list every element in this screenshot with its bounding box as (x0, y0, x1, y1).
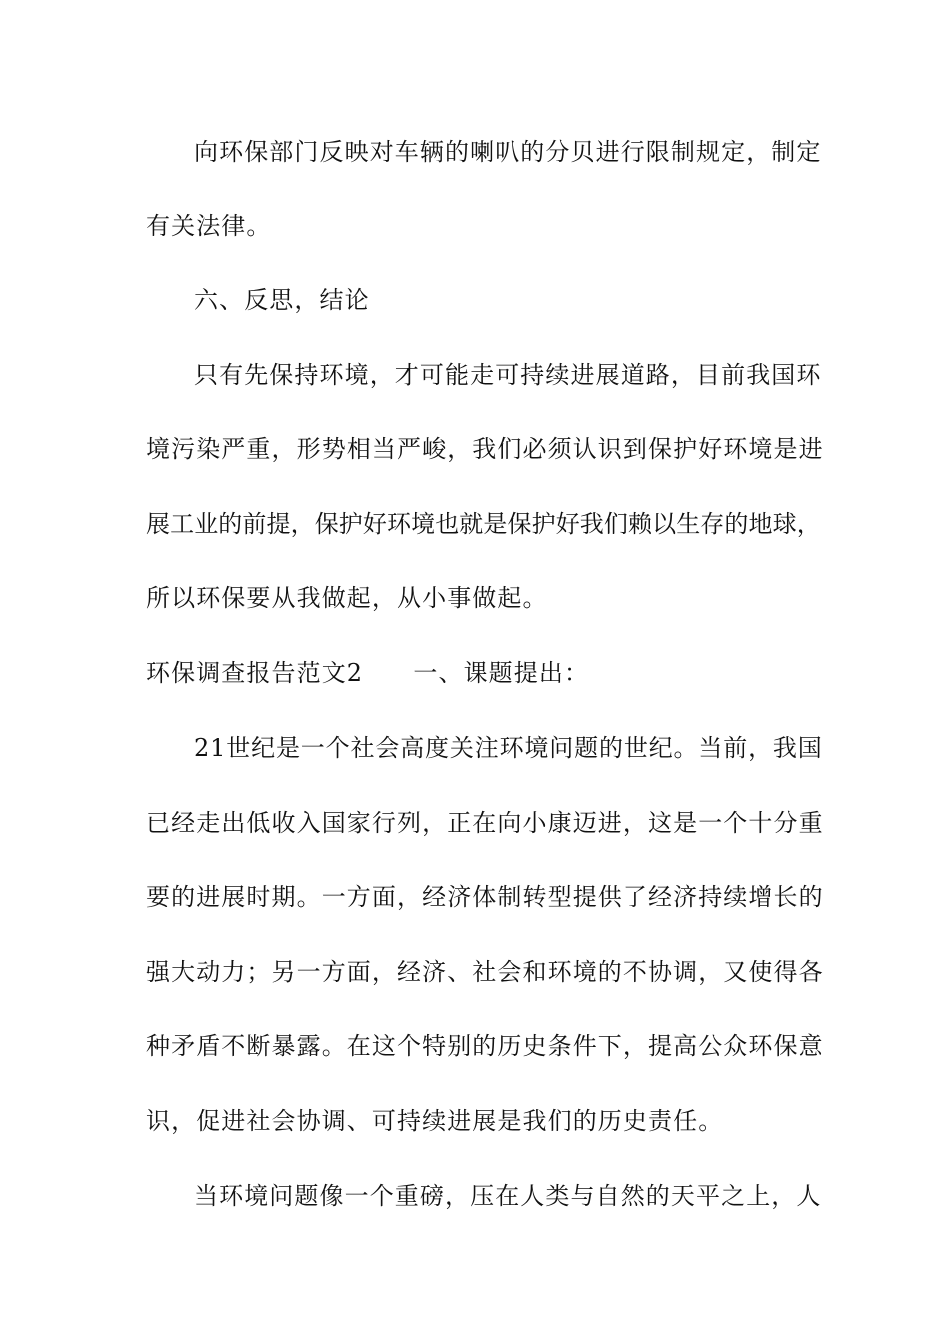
paragraph-line: 21世纪是一个社会高度关注环境问题的世纪。当前，我国 (194, 734, 823, 762)
document-title-line: 环保调查报告范文2 一、课题提出： (146, 659, 590, 687)
paragraph-line: 只有先保持环境，才可能走可持续进展道路，目前我国环 (194, 361, 822, 389)
paragraph-line: 当环境问题像一个重磅，压在人类与自然的天平之上，人 (194, 1182, 822, 1210)
paragraph-line: 向环保部门反映对车辆的喇叭的分贝进行限制规定，制定 (194, 138, 822, 166)
paragraph-line: 有关法律。 (146, 212, 272, 240)
paragraph-line: 境污染严重，形势相当严峻，我们必须认识到保护好环境是进 (146, 435, 824, 463)
paragraph-line: 展工业的前提，保护好环境也就是保护好我们赖以生存的地球， (146, 510, 821, 538)
section-heading: 六、反思，结论 (194, 286, 370, 314)
paragraph-line: 所以环保要从我做起，从小事做起。 (146, 584, 548, 612)
paragraph-line: 强大动力；另一方面，经济、社会和环境的不协调，又使得各 (146, 958, 824, 986)
paragraph-line: 种矛盾不断暴露。在这个特别的历史条件下，提高公众环保意 (146, 1032, 824, 1060)
paragraph-line: 识，促进社会协调、可持续进展是我们的历史责任。 (146, 1107, 724, 1135)
paragraph-line: 要的进展时期。一方面，经济体制转型提供了经济持续增长的 (146, 883, 824, 911)
paragraph-line: 已经走出低收入国家行列，正在向小康迈进，这是一个十分重 (146, 809, 824, 837)
